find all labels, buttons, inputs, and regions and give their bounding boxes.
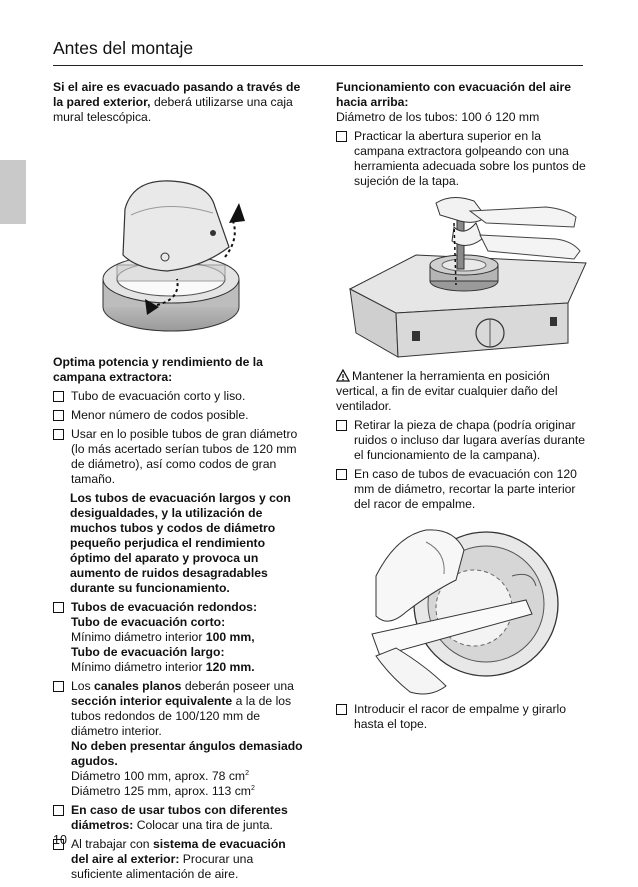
tool-warning: Mantener la herramienta en posición vertical, a fin de evitar cualquier daño del ventilador. bbox=[336, 369, 558, 413]
checkbox-icon bbox=[53, 391, 64, 402]
section-tab bbox=[0, 160, 26, 224]
list-item: Retirar la pieza de chapa (podría originar ruidos o incluso dar lugara averías durante el funcionamiento de la campana). bbox=[336, 418, 591, 463]
checkbox-icon bbox=[53, 805, 64, 816]
list-item: Introducir el racor de empalme y girarlo hasta el tope. bbox=[336, 702, 591, 732]
wall-box-intro: Si el aire es evacuado pasando a través de la pared exterior, deberá utilizarse una caja mural telescópica. bbox=[53, 80, 301, 124]
right-column bbox=[336, 80, 591, 736]
list-item-flat-channels: Los canales planos deberán poseer una sección interior equivalente a la de los tubos redondos de 100/120 mm de diámetro interior. No deben presentar ángulos demasiado agudos. Diámetro 100 mm, aprox. 78 $cm^2$ Diámetro 125 mm, aprox. 113 $cm^2$ bbox=[53, 679, 303, 799]
upward-exhaust-heading: Funcionamiento con evacuación del aire hacia arriba: bbox=[336, 80, 572, 109]
page-number: 10 bbox=[53, 833, 67, 847]
connector-cutting-illustration bbox=[336, 516, 591, 702]
checkbox-icon bbox=[336, 704, 347, 715]
performance-heading: Optima potencia y rendimiento de la campana extractora: bbox=[53, 355, 263, 384]
list-item: Practicar la abertura superior en la campana extractora golpeando con una herramienta adecuada sobre los puntos de sujeción de la tapa. bbox=[336, 129, 591, 189]
list-item-different-diameters: En caso de usar tubos con diferentes diámetros: Colocar una tira de junta. bbox=[53, 803, 303, 833]
list-item-exterior-system: Al trabajar con sistema de evacuación del aire al exterior: Procurar una suficiente alimentación de aire. bbox=[53, 837, 303, 882]
tube-diameter: Diámetro de los tubos: 100 ó 120 mm bbox=[336, 110, 540, 124]
list-item: Tubo de evacuación corto y liso. bbox=[53, 389, 303, 404]
checkbox-icon bbox=[53, 429, 64, 440]
checkbox-icon bbox=[336, 131, 347, 142]
left-column bbox=[53, 80, 303, 886]
performance-warning: Los tubos de evacuación largos y con desigualdades, y la utilización de muchos tubos y codos de diámetro pequeño perjudica el rendimiento óptimo del aparato y provoca un aumento de ruidos desagradables durante su funcionamiento. bbox=[70, 491, 291, 595]
checkbox-icon bbox=[53, 681, 64, 692]
hood-opening-illustration bbox=[336, 193, 591, 369]
list-item: En caso de tubos de evacuación con 120 mm de diámetro, recortar la parte interior del racor de empalme. bbox=[336, 467, 591, 512]
list-item-round-tubes: Tubos de evacuación redondos: Tubo de evacuación corto: Mínimo diámetro interior 100 mm, Tubo de evacuación largo: Mínimo diámetro interior 120 mm. bbox=[53, 600, 303, 675]
checkbox-icon bbox=[53, 602, 64, 613]
checkbox-icon bbox=[53, 410, 64, 421]
list-item: Menor número de codos posible. bbox=[53, 408, 303, 423]
telescopic-wall-box-illustration bbox=[53, 129, 303, 355]
warning-icon bbox=[336, 369, 350, 382]
page-title: Antes del montaje bbox=[53, 38, 583, 66]
checkbox-icon bbox=[336, 420, 347, 431]
checkbox-icon bbox=[336, 469, 347, 480]
list-item: Usar en lo posible tubos de gran diámetro (lo más acertado serían tubos de 120 mm de diámetro), así como codos de gran tamaño. bbox=[53, 427, 303, 487]
